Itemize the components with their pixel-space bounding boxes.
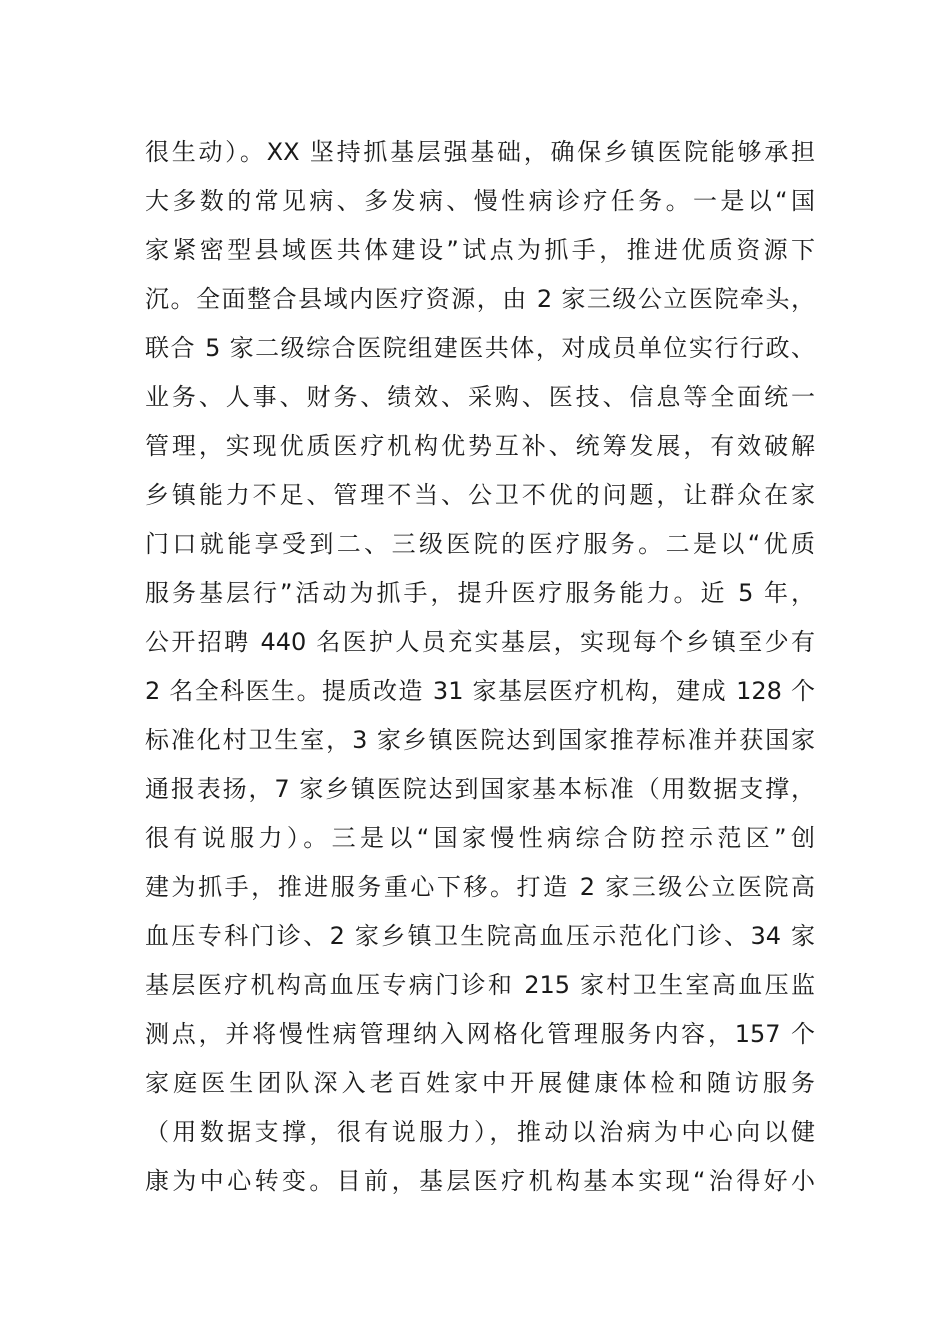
- text-line: 大多数的常见病、多发病、慢性病诊疗任务。一是以“国: [145, 187, 815, 215]
- text-line: 门口就能享受到二、三级医院的医疗服务。二是以“优质: [145, 530, 815, 558]
- text-line: （用数据支撑，很有说服力），推动以治病为中心向以健: [145, 1118, 815, 1146]
- text-line: 沉。全面整合县域内医疗资源，由 2 家三级公立医院牵头，: [145, 285, 815, 313]
- body-paragraph: [145, 128, 815, 1206]
- text-line: 通报表扬，7 家乡镇医院达到国家基本标准（用数据支撑，: [145, 775, 815, 803]
- text-line: 2 名全科医生。提质改造 31 家基层医疗机构，建成 128 个: [145, 677, 815, 705]
- text-line: 公开招聘 440 名医护人员充实基层，实现每个乡镇至少有: [145, 628, 815, 656]
- text-line: 很有说服力）。三是以“国家慢性病综合防控示范区”创: [145, 824, 815, 852]
- text-line: 建为抓手，推进服务重心下移。打造 2 家三级公立医院高: [145, 873, 815, 901]
- text-line: 测点，并将慢性病管理纳入网格化管理服务内容，157 个: [145, 1020, 815, 1048]
- text-line: 血压专科门诊、2 家乡镇卫生院高血压示范化门诊、34 家: [145, 922, 815, 950]
- text-line: 基层医疗机构高血压专病门诊和 215 家村卫生室高血压监: [145, 971, 815, 999]
- text-line: 乡镇能力不足、管理不当、公卫不优的问题，让群众在家: [145, 481, 815, 509]
- text-line: 康为中心转变。目前，基层医疗机构基本实现“治得好小: [145, 1167, 815, 1195]
- text-line: 很生动）。XX 坚持抓基层强基础，确保乡镇医院能够承担: [145, 138, 815, 166]
- text-line: 服务基层行”活动为抓手，提升医疗服务能力。近 5 年，: [145, 579, 815, 607]
- text-line: 业务、人事、财务、绩效、采购、医技、信息等全面统一: [145, 383, 815, 411]
- text-line: 联合 5 家二级综合医院组建医共体，对成员单位实行行政、: [145, 334, 815, 362]
- text-line: 标准化村卫生室，3 家乡镇医院达到国家推荐标准并获国家: [145, 726, 815, 754]
- text-line: 管理，实现优质医疗机构优势互补、统筹发展，有效破解: [145, 432, 815, 460]
- text-line: 家庭医生团队深入老百姓家中开展健康体检和随访服务: [145, 1069, 815, 1097]
- text-line: 家紧密型县域医共体建设”试点为抓手，推进优质资源下: [145, 236, 815, 264]
